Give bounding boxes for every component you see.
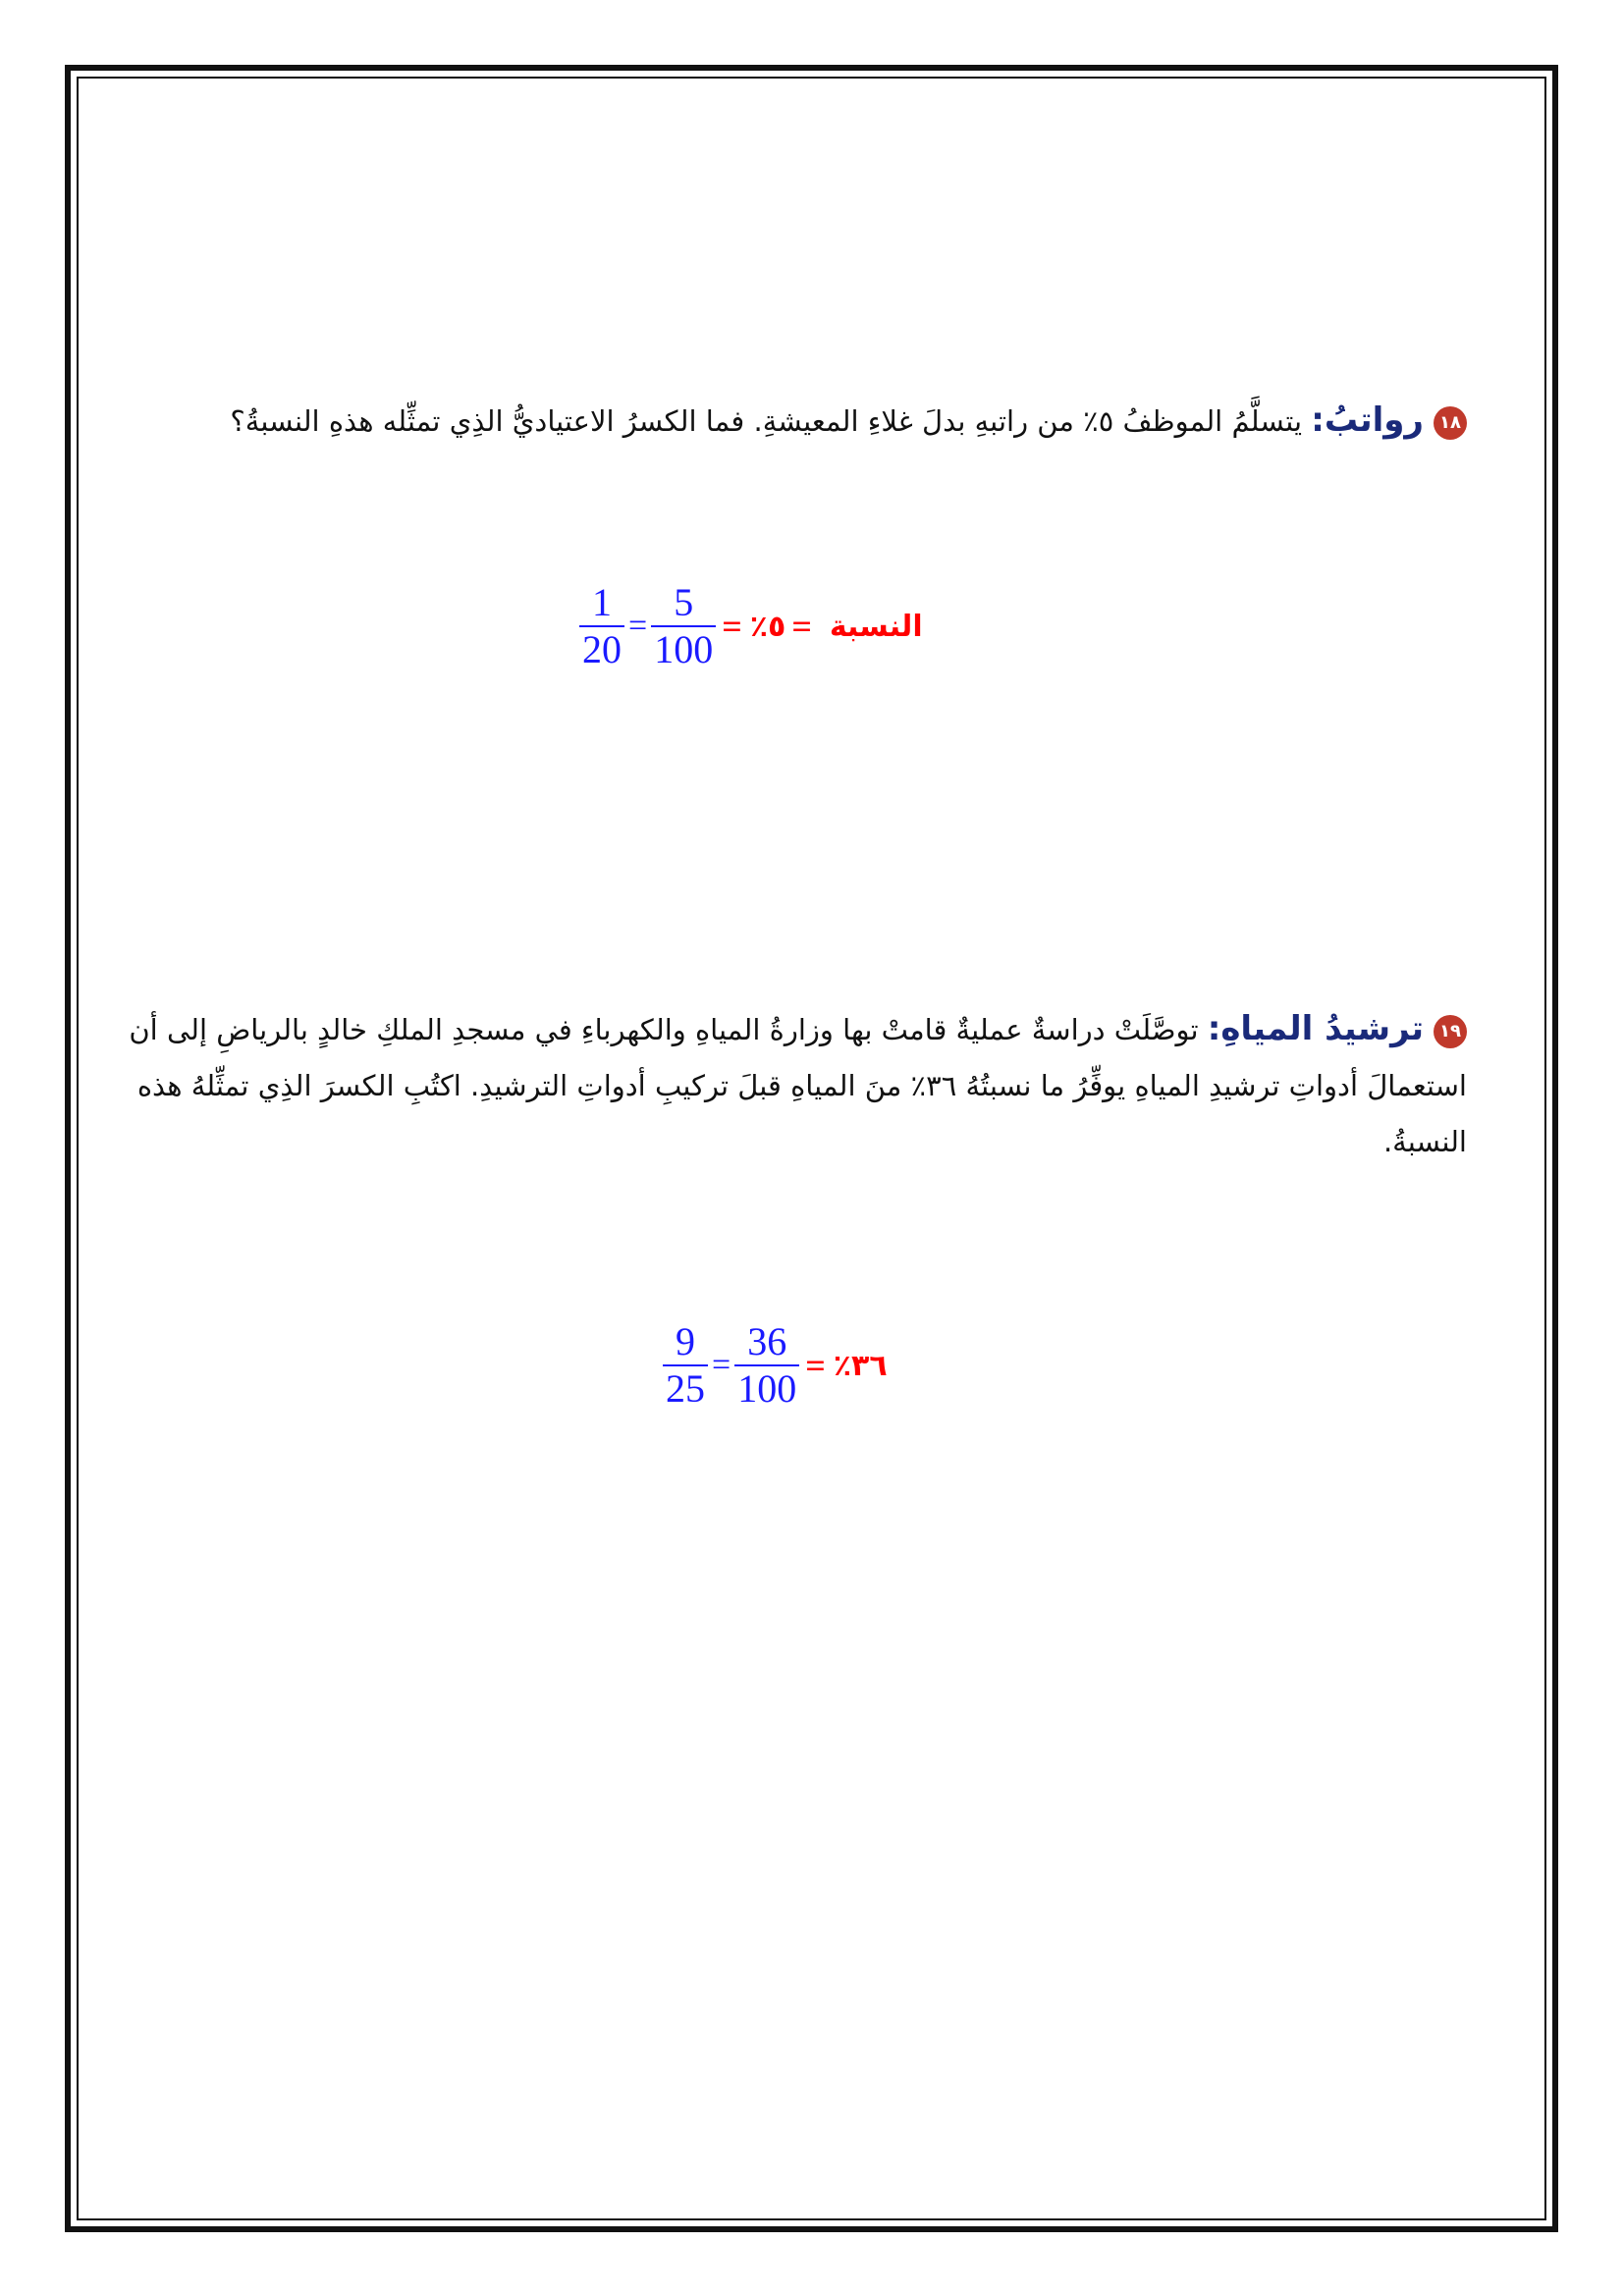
equals-sign: = [628,608,648,644]
fraction-numerator: 9 [676,1319,695,1363]
fraction-numerator: 36 [747,1319,787,1363]
percent-value: ٣٦٪ [833,1348,888,1383]
problem-18 [117,393,1467,450]
fraction-hundredths [734,1320,799,1411]
ratio-label: النسبة [829,609,923,644]
fraction-numerator: 5 [674,580,694,624]
equals-sign: = [805,1346,826,1385]
problem-topic: رواتبُ: [1311,400,1424,440]
equals-sign: = [712,1347,731,1383]
answer-18 [579,581,923,671]
problem-text: توصَّلَتْ دراسةٌ عمليةٌ قامتْ بها وزارةُ المياهِ والكهرباءِ في مسجدِ الملكِ خالدٍ بالرياضِ إلى أن استعمالَ أدواتِ ترشيدِ المياهِ يوفِّرُ ما نسبتُهُ ٣٦٪ منَ المياهِ قبلَ تركيبِ أدواتِ الترشيدِ. اكتُبِ الكسرَ الذِي تمثِّلهُ هذه النسبةُ. [129,1013,1467,1158]
fraction-denominator: 25 [666,1366,705,1411]
problem-19 [117,1001,1467,1170]
fraction-simplified [663,1320,708,1411]
fraction-hundredths [651,581,716,671]
fraction-simplified [579,581,624,671]
fraction-numerator: 1 [592,580,612,624]
fraction-denominator: 100 [737,1366,797,1411]
problem-text: يتسلَّمُ الموظفُ ٥٪ من راتبهِ بدلَ غلاءِ المعيشةِ. فما الكسرُ الاعتياديُّ الذِي تمثِّله هذهِ النسبةُ؟ [230,404,1303,438]
answer-19 [663,1320,888,1411]
percent-value: ٥٪ [749,609,786,644]
equals-sign: = [722,607,742,646]
problem-number-badge: ١٨ [1434,406,1467,440]
problem-number-badge: ١٩ [1434,1015,1467,1048]
equals-sign: = [791,607,812,646]
problem-topic: ترشيدُ المياهِ: [1207,1009,1424,1048]
fraction-denominator: 20 [582,627,622,671]
fraction-denominator: 100 [654,627,714,671]
